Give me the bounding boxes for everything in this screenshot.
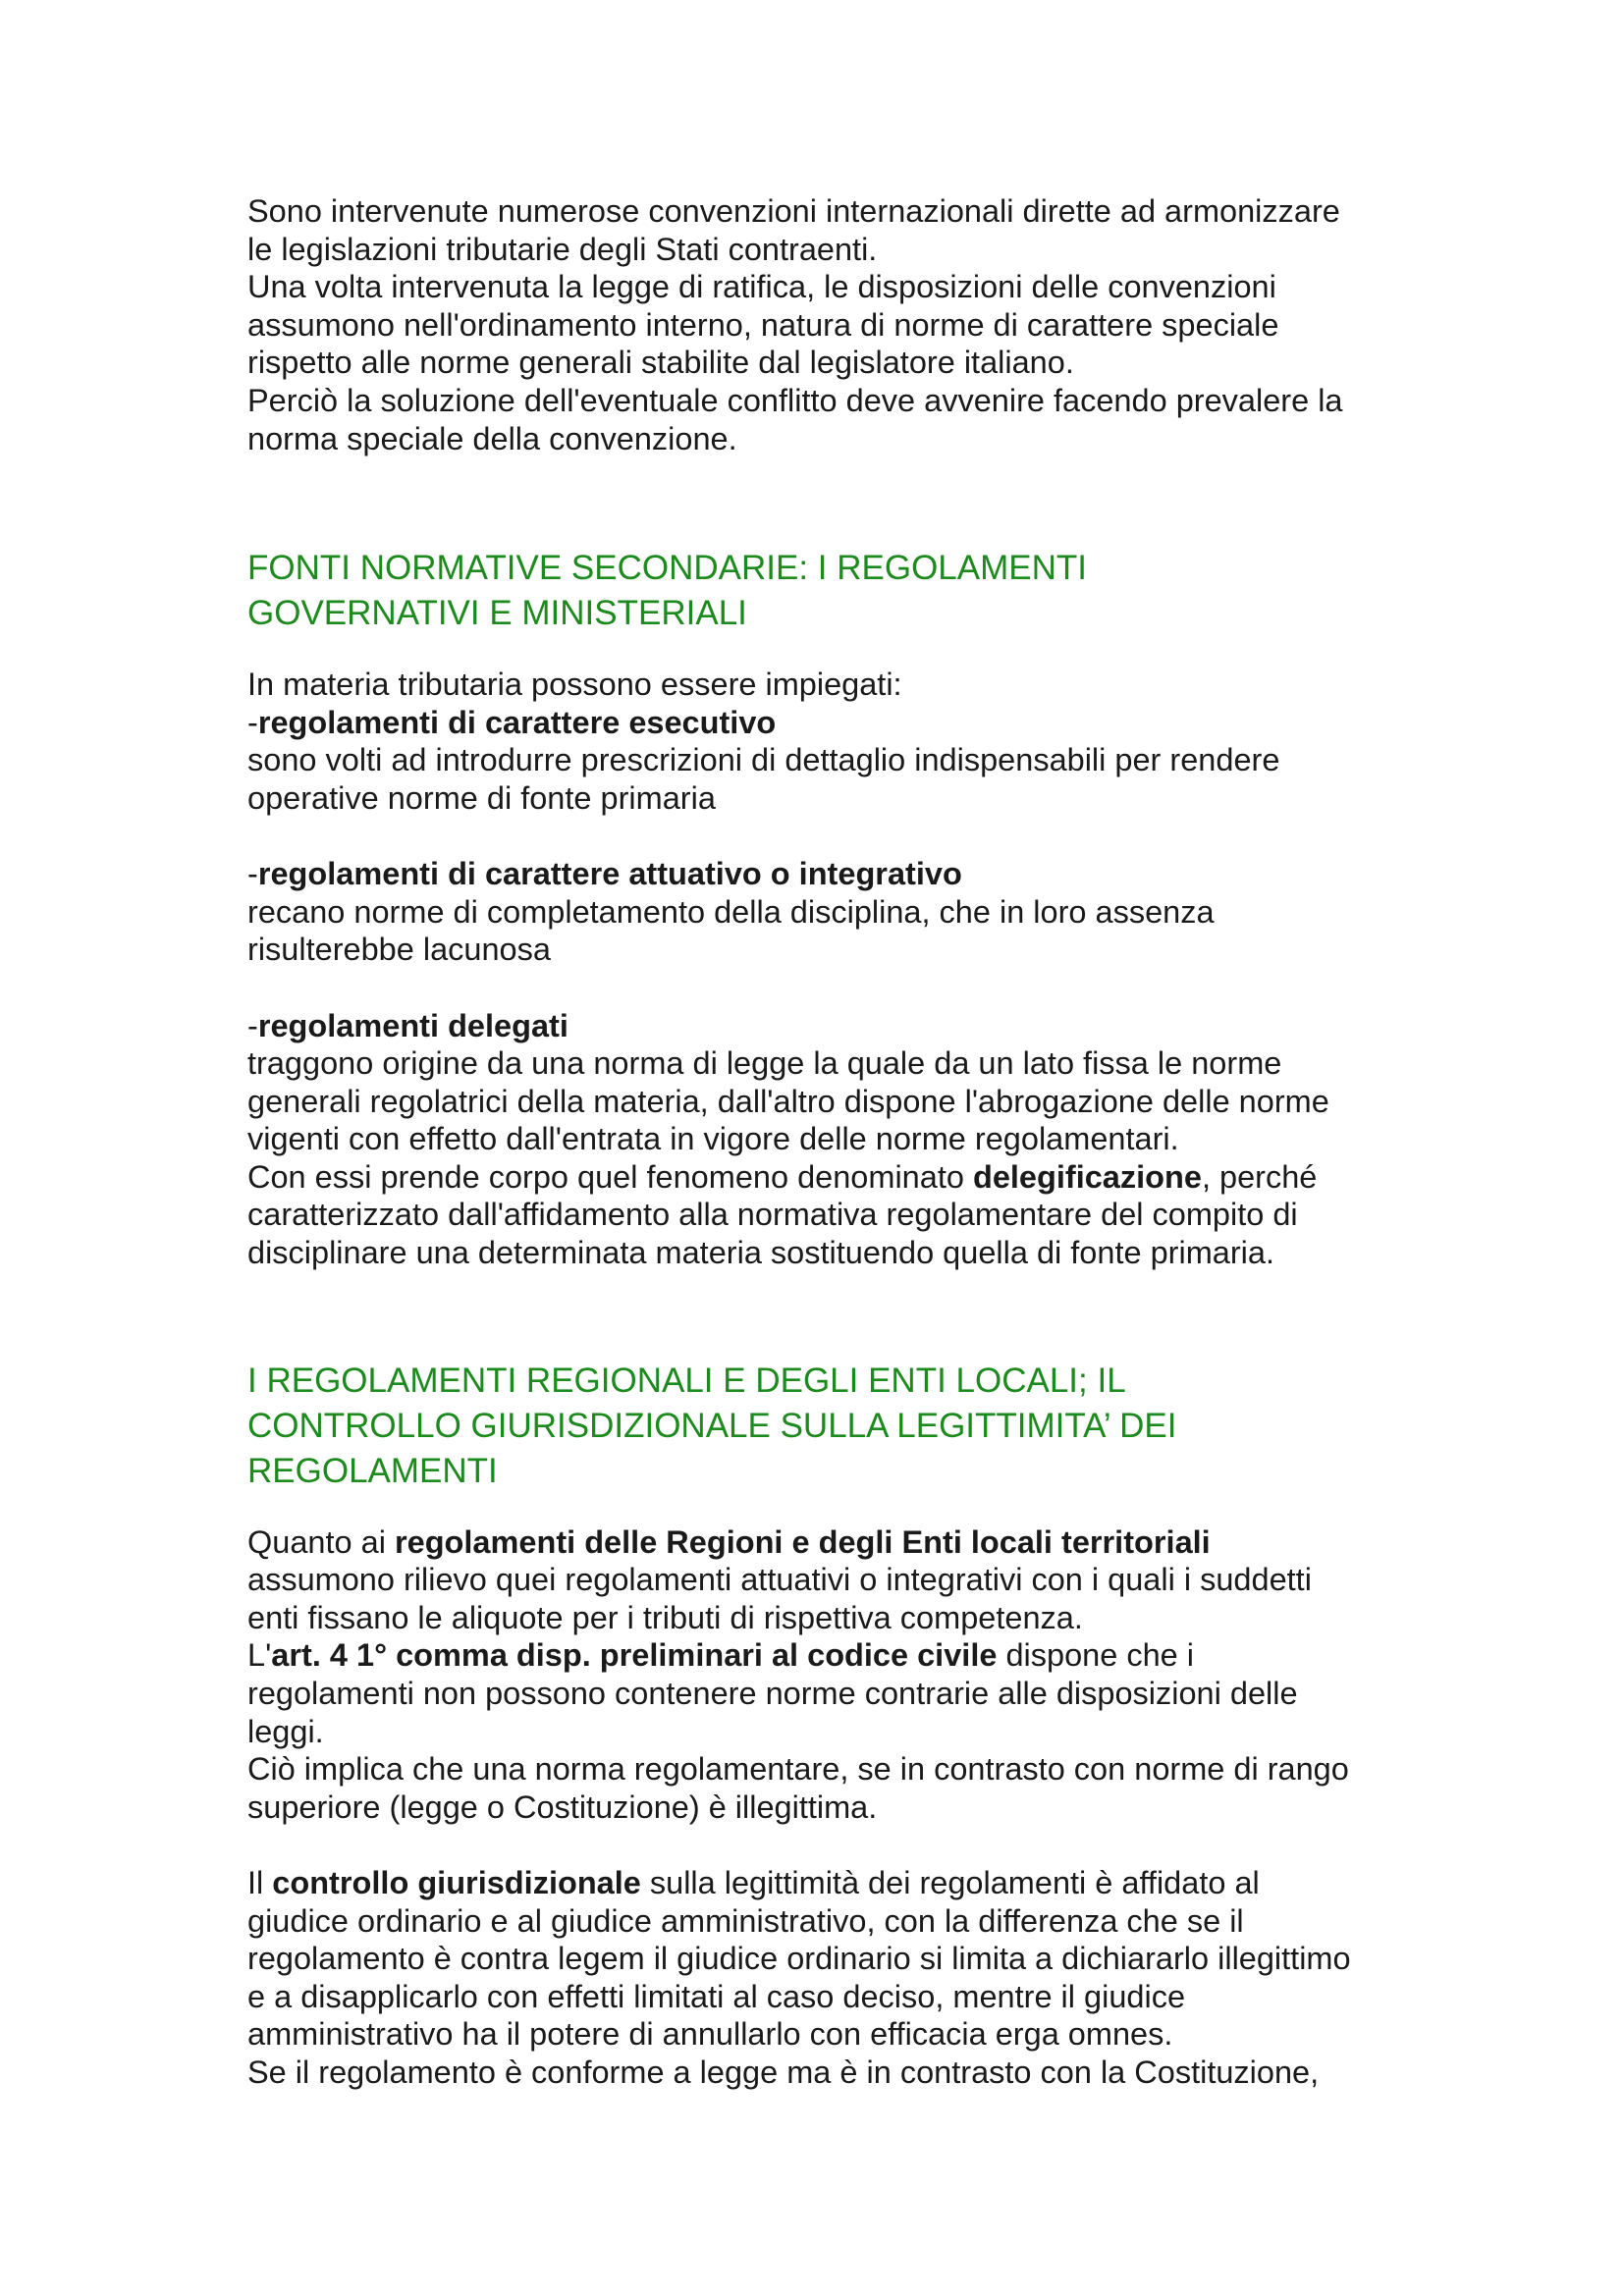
- intro-line: norma speciale della convenzione.: [247, 420, 737, 456]
- list-dash: -: [247, 704, 258, 740]
- intro-line: Perciò la soluzione dell'eventuale conflitto deve avvenire facendo prevalere la: [247, 382, 1343, 418]
- bold-term: delegificazione: [972, 1158, 1202, 1195]
- bold-term: regolamenti delle Regioni e degli Enti locali territoriali: [394, 1523, 1211, 1560]
- item-line: operative norme di fonte primaria: [247, 779, 716, 816]
- text-run: Con essi prende corpo quel fenomeno denominato: [247, 1158, 973, 1195]
- text-run: dispone che i: [997, 1637, 1194, 1674]
- list-dash: -: [247, 856, 258, 892]
- item-line: caratterizzato dall'affidamento alla normativa regolamentare del compito di: [247, 1197, 1298, 1233]
- section1-item3: [247, 1007, 1406, 1272]
- heading-line: CONTROLLO GIURISDIZIONALE SULLA LEGITTIMITA’ DEI: [247, 1406, 1177, 1445]
- section-heading-regolamenti-regionali: [247, 1359, 1406, 1494]
- intro-line: le legislazioni tributarie degli Stati contraenti.: [247, 231, 878, 267]
- bold-term: art. 4 1° comma disp. preliminari al codice civile: [271, 1637, 998, 1674]
- art-line: regolamenti non possono contenere norme contrarie alle disposizioni delle: [247, 1676, 1298, 1712]
- p1-line: assumono rilievo quei regolamenti attuativi o integrativi con i quali i suddetti: [247, 1562, 1312, 1598]
- intro-paragraph: [247, 192, 1406, 457]
- ctrl-line: Se il regolamento è conforme a legge ma è in contrasto con la Costituzione,: [247, 2054, 1320, 2090]
- text-run: L': [247, 1637, 272, 1674]
- bold-term: controllo giurisdizionale: [272, 1865, 641, 1900]
- text-run: Quanto ai: [247, 1523, 395, 1560]
- p1-line: enti fissano le aliquote per i tributi di rispettiva competenza.: [247, 1599, 1083, 1635]
- delegificazione-line: [247, 1158, 1406, 1197]
- intro-line: assumono nell'ordinamento interno, natura di norme di carattere speciale: [247, 306, 1279, 343]
- ctrl-line: e a disapplicarlo con effetti limitati al caso deciso, mentre il giudice: [247, 1978, 1186, 2014]
- item-title: regolamenti di carattere esecutivo: [257, 704, 777, 740]
- item-title: regolamenti delegati: [257, 1007, 568, 1043]
- art-line: superiore (legge o Costituzione) è illegittima.: [247, 1789, 878, 1825]
- section2-paragraph1: [247, 1523, 1406, 1827]
- art-first-line: [247, 1636, 1406, 1675]
- ctrl-first-line: [247, 1864, 1406, 1902]
- art-line: Ciò implica che una norma regolamentare, se in contrasto con norme di rango: [247, 1751, 1349, 1788]
- section1-lead: [247, 666, 1406, 817]
- ctrl-line: amministrativo ha il potere di annullarlo con efficacia erga omnes.: [247, 2016, 1173, 2053]
- item-line: vigenti con effetto dall'entrata in vigore delle norme regolamentari.: [247, 1121, 1179, 1157]
- text-run: sulla legittimità dei regolamenti è affidato al: [640, 1865, 1260, 1900]
- intro-line: Una volta intervenuta la legge di ratifica, le disposizioni delle convenzioni: [247, 269, 1276, 305]
- text-run: , perché: [1201, 1158, 1318, 1195]
- item-line: risulterebbe lacunosa: [247, 932, 551, 968]
- item-line: traggono origine da una norma di legge la quale da un lato fissa le norme: [247, 1045, 1282, 1082]
- heading-line: FONTI NORMATIVE SECONDARIE: I REGOLAMENTI: [247, 549, 1087, 588]
- ctrl-line: regolamento è contra legem il giudice ordinario si limita a dichiararlo illegittimo: [247, 1941, 1351, 1977]
- lead-line: In materia tributaria possono essere impiegati:: [247, 667, 902, 703]
- ctrl-line: giudice ordinario e al giudice amministrativo, con la differenza che se il: [247, 1902, 1244, 1939]
- item-line: recano norme di completamento della disciplina, che in loro assenza: [247, 893, 1215, 930]
- art-line: leggi.: [247, 1713, 324, 1749]
- heading-line: REGOLAMENTI: [247, 1451, 498, 1490]
- list-dash: -: [247, 1007, 258, 1043]
- item-line: sono volti ad introdurre prescrizioni di dettaglio indispensabili per rendere: [247, 742, 1280, 778]
- item-title-line: [247, 855, 1406, 893]
- p1-first-line: [247, 1523, 1406, 1562]
- section2-paragraph-controllo: [247, 1864, 1406, 2092]
- document-page: [247, 192, 1406, 2092]
- intro-line: Sono intervenute numerose convenzioni internazionali dirette ad armonizzare: [247, 193, 1340, 229]
- item-title: regolamenti di carattere attuativo o integrativo: [257, 856, 962, 892]
- item-line: disciplinare una determinata materia sostituendo quella di fonte primaria.: [247, 1235, 1274, 1271]
- item-title-line: [247, 1007, 1406, 1045]
- heading-line: GOVERNATIVI E MINISTERIALI: [247, 594, 747, 633]
- intro-line: rispetto alle norme generali stabilite dal legislatore italiano.: [247, 345, 1074, 381]
- section-heading-fonti-secondarie: [247, 546, 1406, 636]
- heading-line: I REGOLAMENTI REGIONALI E DEGLI ENTI LOCALI; IL: [247, 1361, 1126, 1400]
- section1-item2: [247, 855, 1406, 969]
- item-line: generali regolatrici della materia, dall'altro dispone l'abrogazione delle norme: [247, 1083, 1329, 1119]
- item-title-line: [247, 704, 1406, 742]
- text-run: Il: [247, 1865, 273, 1900]
